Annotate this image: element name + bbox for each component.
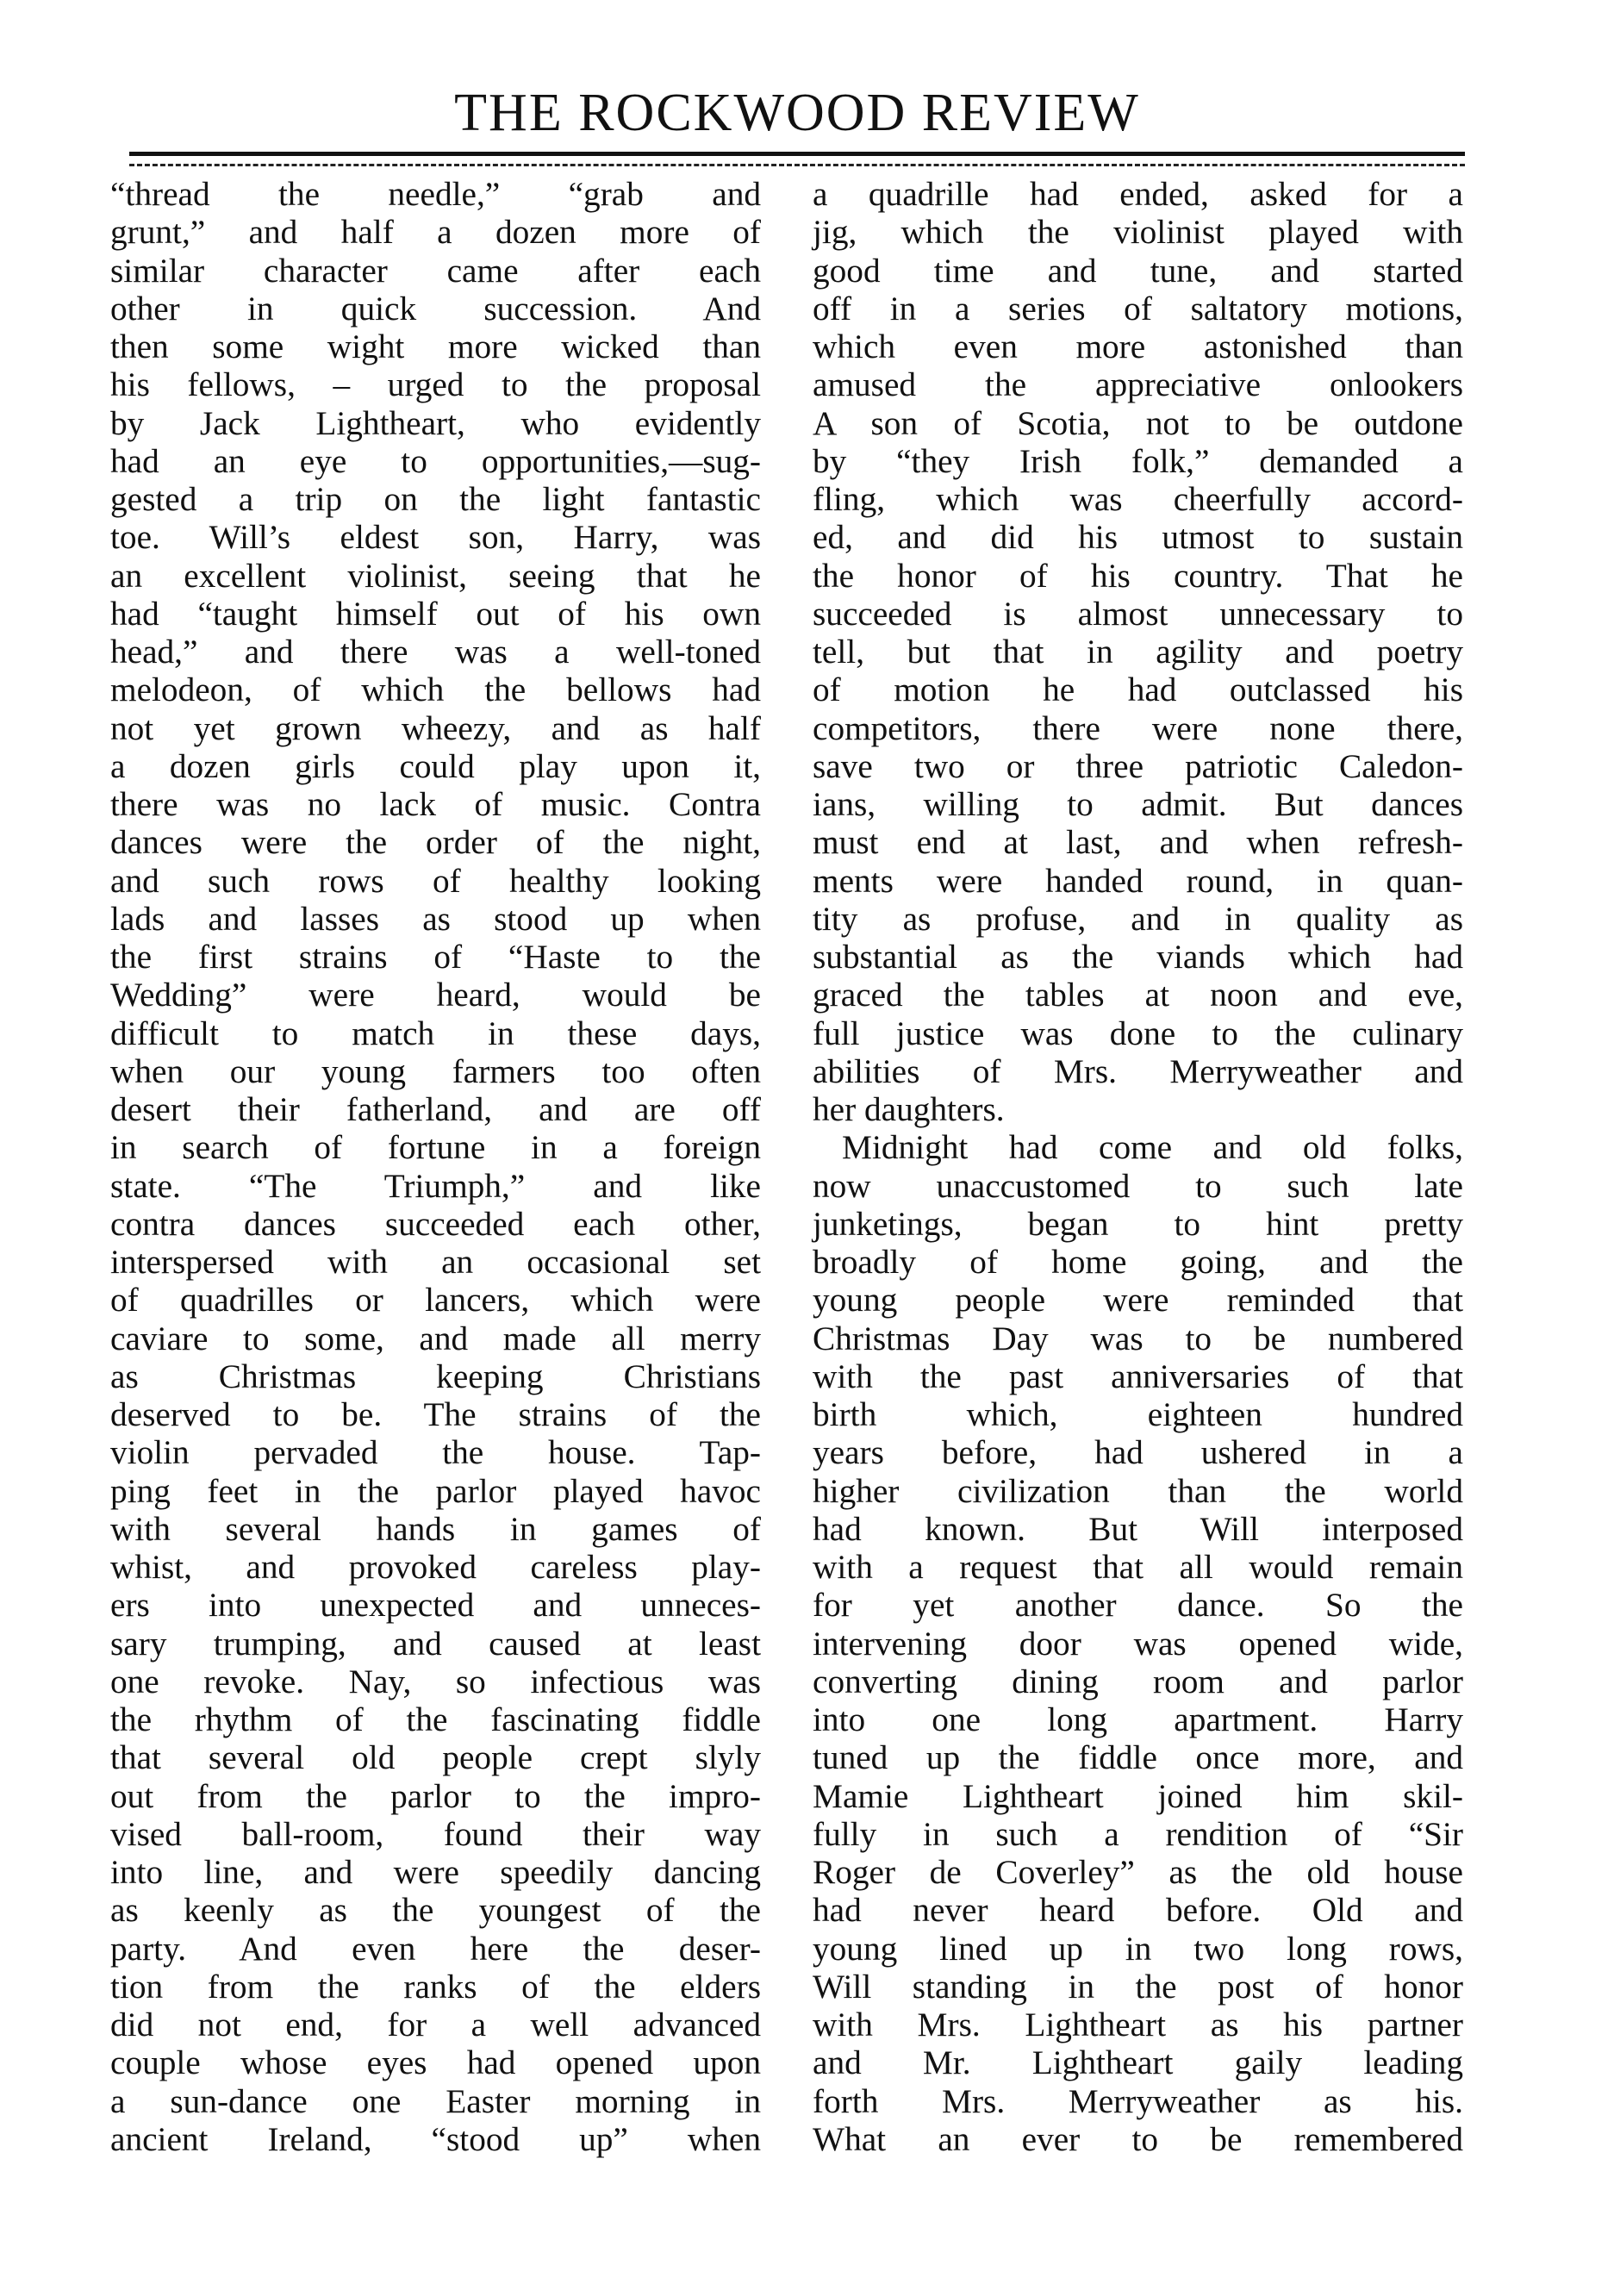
- text-line: fling, which was cheerfully accord-: [813, 480, 1463, 518]
- text-line: his fellows, – urged to the proposal: [110, 365, 761, 404]
- text-line: of motion he had outclassed his: [813, 671, 1463, 709]
- left-column: [110, 175, 761, 2158]
- text-line: difficult to match in these days,: [110, 1014, 761, 1052]
- text-line: fully in such a rendition of “Sir: [813, 1814, 1463, 1853]
- text-line: tell, but that in agility and poetry: [813, 633, 1463, 671]
- text-line: that several old people crept slyly: [110, 1738, 761, 1777]
- text-line: head,” and there was a well-toned: [110, 633, 761, 671]
- text-line: which even more astonished than: [813, 328, 1463, 365]
- text-line: of quadrilles or lancers, which were: [110, 1281, 761, 1320]
- text-line: caviare to some, and made all merry: [110, 1319, 761, 1357]
- text-line: there was no lack of music. Contra: [110, 785, 761, 823]
- text-line: good time and tune, and started: [813, 251, 1463, 290]
- text-line: in search of fortune in a foreign: [110, 1128, 761, 1167]
- text-line: succeeded is almost unnecessary to: [813, 594, 1463, 633]
- text-line: now unaccustomed to such late: [813, 1166, 1463, 1205]
- text-line: converting dining room and parlor: [813, 1662, 1463, 1700]
- text-line: higher civilization than the world: [813, 1471, 1463, 1510]
- right-column: [813, 175, 1463, 2158]
- text-line: and Mr. Lightheart gaily leading: [813, 2043, 1463, 2082]
- text-line: graced the tables at noon and eve,: [813, 976, 1463, 1014]
- text-line: vised ball-room, found their way: [110, 1814, 761, 1853]
- text-line: with Mrs. Lightheart as his partner: [813, 2006, 1463, 2043]
- text-line: her daughters.: [813, 1090, 1005, 1128]
- text-line: one revoke. Nay, so infectious was: [110, 1662, 761, 1700]
- text-line: the first strains of “Haste to the: [110, 938, 761, 976]
- text-line: full justice was done to the culinary: [813, 1014, 1463, 1052]
- text-line: contra dances succeeded each other,: [110, 1204, 761, 1243]
- text-line: broadly of home going, and the: [813, 1243, 1463, 1281]
- text-line: competitors, there were none there,: [813, 708, 1463, 747]
- text-line: other in quick succession. And: [110, 289, 761, 328]
- text-line: abilities of Mrs. Merryweather and: [813, 1051, 1463, 1090]
- text-line: grunt,” and half a dozen more of: [110, 213, 761, 252]
- text-line: with the past anniversaries of that: [813, 1357, 1463, 1395]
- text-line: jig, which the violinist played with: [813, 213, 1463, 252]
- text-line: birth which, eighteen hundred: [813, 1395, 1463, 1433]
- text-line: had known. But Will interposed: [813, 1509, 1463, 1548]
- text-line: had never heard before. Old and: [813, 1891, 1463, 1930]
- text-line: ians, willing to admit. But dances: [813, 785, 1463, 823]
- text-line: party. And even here the deser-: [110, 1929, 761, 1968]
- text-line: a quadrille had ended, asked for a: [813, 175, 1463, 213]
- text-line: Will standing in the post of honor: [813, 1967, 1463, 2006]
- header-rule-thick: [129, 152, 1465, 156]
- text-line: interspersed with an occasional set: [110, 1243, 761, 1281]
- text-line: A son of Scotia, not to be outdone: [813, 403, 1463, 442]
- text-line: intervening door was opened wide,: [813, 1624, 1463, 1663]
- text-line: Roger de Coverley” as the old house: [813, 1853, 1463, 1891]
- text-line: a sun-dance one Easter morning in: [110, 2081, 761, 2120]
- text-line: state. “The Triumph,” and like: [110, 1166, 761, 1205]
- text-line: as Christmas keeping Christians: [110, 1357, 761, 1395]
- header-rule-dashed: [129, 164, 1465, 166]
- text-line: forth Mrs. Merryweather as his.: [813, 2081, 1463, 2120]
- text-line: lads and lasses as stood up when: [110, 899, 761, 938]
- text-line: when our young farmers too often: [110, 1051, 761, 1090]
- text-line: tuned up the fiddle once more, and: [813, 1738, 1463, 1777]
- text-line: substantial as the viands which had: [813, 938, 1463, 976]
- text-line: What an ever to be remembered: [813, 2119, 1463, 2158]
- text-line: ed, and did his utmost to sustain: [813, 518, 1463, 557]
- text-line: did not end, for a well advanced: [110, 2006, 761, 2043]
- text-line: tity as profuse, and in quality as: [813, 899, 1463, 938]
- text-line: ments were handed round, in quan-: [813, 861, 1463, 900]
- text-line: out from the parlor to the impro-: [110, 1776, 761, 1815]
- text-line: violin pervaded the house. Tap-: [110, 1433, 761, 1472]
- text-line: the honor of his country. That he: [813, 556, 1463, 595]
- text-line: ancient Ireland, “stood up” when: [110, 2119, 761, 2158]
- text-line: sary trumping, and caused at least: [110, 1624, 761, 1663]
- text-line: young people were reminded that: [813, 1281, 1463, 1320]
- text-line: similar character came after each: [110, 251, 761, 290]
- text-line: off in a series of saltatory motions,: [813, 289, 1463, 328]
- text-line: Midnight had come and old folks,: [842, 1128, 1463, 1167]
- text-line: deserved to be. The strains of the: [110, 1395, 761, 1433]
- text-line: melodeon, of which the bellows had: [110, 671, 761, 709]
- text-line: by “they Irish folk,” demanded a: [813, 441, 1463, 480]
- text-line: junketings, began to hint pretty: [813, 1204, 1463, 1243]
- text-line: then some wight more wicked than: [110, 328, 761, 365]
- text-line: dances were the order of the night,: [110, 823, 761, 862]
- text-line: ping feet in the parlor played havoc: [110, 1471, 761, 1510]
- text-line: Wedding” were heard, would be: [110, 976, 761, 1014]
- text-line: not yet grown wheezy, and as half: [110, 708, 761, 747]
- text-line: Mamie Lightheart joined him skil-: [813, 1776, 1463, 1815]
- text-line: into one long apartment. Harry: [813, 1700, 1463, 1738]
- text-line: a dozen girls could play upon it,: [110, 746, 761, 785]
- text-line: save two or three patriotic Caledon-: [813, 746, 1463, 785]
- text-line: toe. Will’s eldest son, Harry, was: [110, 518, 761, 557]
- text-line: amused the appreciative onlookers: [813, 365, 1463, 404]
- text-line: couple whose eyes had opened upon: [110, 2043, 761, 2082]
- text-line: tion from the ranks of the elders: [110, 1967, 761, 2006]
- page-title: THE ROCKWOOD REVIEW: [454, 84, 1140, 142]
- text-line: the rhythm of the fascinating fiddle: [110, 1700, 761, 1738]
- text-line: had “taught himself out of his own: [110, 594, 761, 633]
- text-line: Christmas Day was to be numbered: [813, 1319, 1463, 1357]
- text-line: ers into unexpected and unneces-: [110, 1586, 761, 1625]
- text-line: had an eye to opportunities,—sug-: [110, 441, 761, 480]
- text-line: desert their fatherland, and are off: [110, 1090, 761, 1128]
- text-line: an excellent violinist, seeing that he: [110, 556, 761, 595]
- text-line: with several hands in games of: [110, 1509, 761, 1548]
- text-line: gested a trip on the light fantastic: [110, 480, 761, 518]
- text-line: by Jack Lightheart, who evidently: [110, 403, 761, 442]
- text-line: and such rows of healthy looking: [110, 861, 761, 900]
- text-line: with a request that all would remain: [813, 1548, 1463, 1586]
- text-line: must end at last, and when refresh-: [813, 823, 1463, 862]
- text-line: young lined up in two long rows,: [813, 1929, 1463, 1968]
- text-line: as keenly as the youngest of the: [110, 1891, 761, 1930]
- text-line: “thread the needle,” “grab and: [110, 175, 761, 213]
- text-line: whist, and provoked careless play-: [110, 1548, 761, 1586]
- text-line: into line, and were speedily dancing: [110, 1853, 761, 1891]
- text-line: for yet another dance. So the: [813, 1586, 1463, 1625]
- text-line: years before, had ushered in a: [813, 1433, 1463, 1472]
